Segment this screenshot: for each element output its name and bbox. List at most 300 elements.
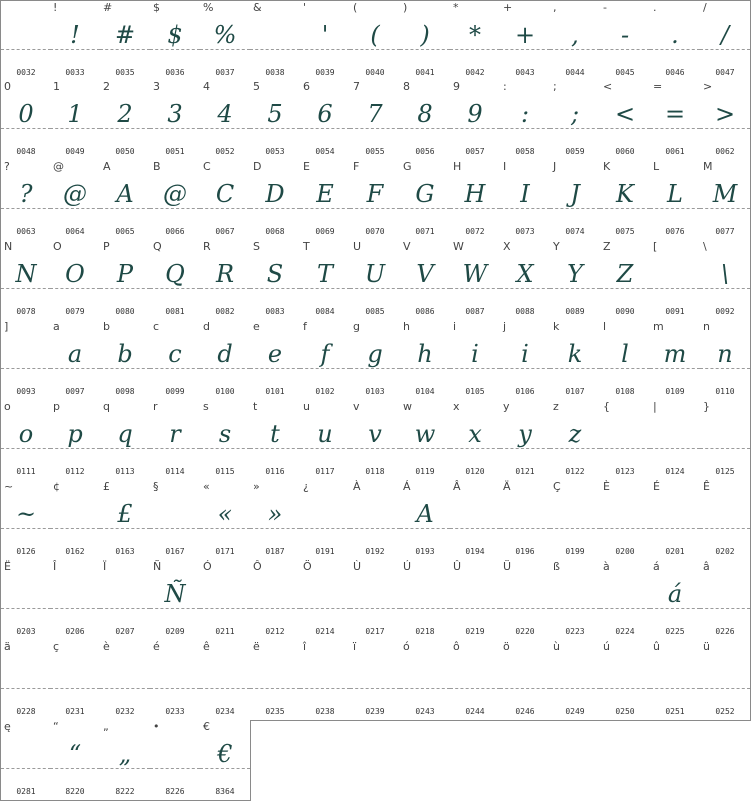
glyph-sample bbox=[600, 417, 650, 451]
glyph-sample: Q bbox=[165, 260, 185, 288]
cell-code: 0044 bbox=[565, 68, 585, 77]
glyph-sample: i bbox=[521, 340, 529, 368]
cell-code: 0214 bbox=[315, 627, 335, 636]
glyph-cell bbox=[50, 720, 101, 801]
glyph-cell bbox=[50, 80, 101, 161]
cell-char-label: î bbox=[303, 640, 307, 653]
cell-code: 0231 bbox=[65, 707, 85, 716]
cell-char-label: | bbox=[653, 400, 657, 413]
glyph-cell bbox=[600, 320, 651, 401]
cell-code: 0102 bbox=[315, 387, 335, 396]
cell-code: 0047 bbox=[715, 68, 735, 77]
cell-char-label: ¢ bbox=[53, 480, 60, 493]
glyph-sample bbox=[50, 577, 100, 611]
glyph-sample bbox=[250, 657, 300, 691]
glyph-sample bbox=[100, 657, 150, 691]
glyph-sample: l bbox=[621, 340, 629, 368]
cell-char-label: 5 bbox=[253, 80, 260, 93]
glyph-cell bbox=[600, 480, 651, 561]
cell-code: 0200 bbox=[615, 547, 635, 556]
cell-code: 0049 bbox=[65, 147, 85, 156]
cell-code: 0076 bbox=[665, 227, 685, 236]
cell-code: 0206 bbox=[65, 627, 85, 636]
cell-char-label: ß bbox=[553, 560, 560, 573]
cell-code: 0071 bbox=[415, 227, 435, 236]
glyph-cell bbox=[100, 560, 151, 641]
glyph-sample: u bbox=[317, 420, 333, 448]
glyph-sample: \ bbox=[720, 260, 730, 288]
glyph-cell bbox=[150, 640, 201, 721]
cell-char-label: c bbox=[153, 320, 160, 333]
glyph-cell bbox=[150, 720, 201, 801]
glyph-sample: 7 bbox=[367, 100, 383, 128]
glyph-cell bbox=[550, 640, 601, 721]
cell-char-label: p bbox=[53, 400, 60, 413]
cell-code: 0223 bbox=[565, 627, 585, 636]
cell-char-label: Ü bbox=[503, 560, 512, 573]
cell-char-label: F bbox=[353, 160, 360, 173]
glyph-cell bbox=[250, 160, 301, 241]
cell-code: 0111 bbox=[16, 467, 36, 476]
glyph-sample: 2 bbox=[117, 100, 133, 128]
glyph-sample: „ bbox=[118, 740, 132, 768]
glyph-cell bbox=[100, 240, 151, 321]
glyph-sample: 3 bbox=[167, 100, 183, 128]
cell-code: 0059 bbox=[565, 147, 585, 156]
cell-code: 0067 bbox=[215, 227, 235, 236]
glyph-sample: € bbox=[217, 740, 233, 768]
glyph-cell bbox=[600, 640, 651, 721]
glyph-sample: a bbox=[67, 340, 83, 368]
cell-code: 0244 bbox=[465, 707, 485, 716]
glyph-sample: - bbox=[620, 21, 630, 49]
cell-code: 0112 bbox=[65, 467, 85, 476]
glyph-cell bbox=[300, 320, 351, 401]
glyph-cell bbox=[400, 400, 451, 481]
cell-code: 0061 bbox=[665, 147, 685, 156]
cell-code: 0191 bbox=[315, 547, 335, 556]
cell-code: 0192 bbox=[365, 547, 385, 556]
glyph-cell bbox=[400, 320, 451, 401]
glyph-sample: n bbox=[717, 340, 733, 368]
cell-char-label: ë bbox=[253, 640, 260, 653]
cell-code: 0054 bbox=[315, 147, 335, 156]
cell-code: 0110 bbox=[715, 387, 735, 396]
glyph-sample bbox=[600, 577, 650, 611]
cell-code: 0087 bbox=[465, 307, 485, 316]
glyph-cell bbox=[200, 400, 251, 481]
glyph-cell bbox=[200, 560, 251, 641]
glyph-sample: . bbox=[671, 21, 679, 49]
glyph-sample: $ bbox=[167, 21, 183, 49]
glyph-sample: 1 bbox=[67, 100, 83, 128]
glyph-cell bbox=[500, 0, 551, 82]
glyph-cell bbox=[400, 640, 451, 721]
glyph-sample: C bbox=[215, 180, 235, 208]
cell-code: 0249 bbox=[565, 707, 585, 716]
cell-code: 0082 bbox=[215, 307, 235, 316]
glyph-cell bbox=[100, 720, 151, 801]
glyph-sample bbox=[650, 257, 700, 291]
cell-char-label: P bbox=[103, 240, 110, 253]
glyph-cell bbox=[50, 160, 101, 241]
glyph-sample: w bbox=[414, 420, 436, 448]
cell-char-label: Q bbox=[153, 240, 162, 253]
glyph-cell bbox=[0, 160, 52, 241]
cell-char-label: g bbox=[353, 320, 360, 333]
glyph-cell bbox=[300, 160, 351, 241]
glyph-sample bbox=[300, 577, 350, 611]
glyph-sample: H bbox=[464, 180, 486, 208]
glyph-sample bbox=[300, 657, 350, 691]
cell-char-label: 0 bbox=[4, 80, 11, 93]
cell-char-label: [ bbox=[653, 240, 658, 253]
cell-code: 0252 bbox=[715, 707, 735, 716]
cell-char-label: } bbox=[703, 400, 710, 413]
cell-char-label: ¿ bbox=[303, 480, 309, 493]
cell-code: 0092 bbox=[715, 307, 735, 316]
cell-char-label: Â bbox=[453, 480, 461, 493]
cell-code: 0060 bbox=[615, 147, 635, 156]
cell-code: 0194 bbox=[465, 547, 485, 556]
glyph-sample: e bbox=[267, 340, 283, 368]
cell-code: 0118 bbox=[365, 467, 385, 476]
cell-char-label: . bbox=[653, 1, 657, 14]
cell-code: 0202 bbox=[715, 547, 735, 556]
cell-char-label: v bbox=[353, 400, 360, 413]
cell-char-label: » bbox=[253, 480, 260, 493]
glyph-cell bbox=[0, 0, 52, 82]
glyph-sample: g bbox=[367, 340, 383, 368]
glyph-sample: p bbox=[67, 420, 83, 448]
cell-code: 8220 bbox=[65, 787, 85, 796]
cell-char-label: Î bbox=[53, 560, 57, 573]
glyph-sample: @ bbox=[163, 180, 187, 208]
glyph-sample: Ñ bbox=[164, 580, 186, 608]
cell-char-label: % bbox=[203, 1, 214, 14]
glyph-sample bbox=[650, 657, 700, 691]
glyph-sample bbox=[150, 657, 200, 691]
cell-char-label: - bbox=[603, 1, 607, 14]
glyph-sample: o bbox=[18, 420, 34, 448]
cell-code: 0072 bbox=[465, 227, 485, 236]
cell-char-label: Ï bbox=[103, 560, 107, 573]
cell-code: 0033 bbox=[65, 68, 85, 77]
cell-char-label: R bbox=[203, 240, 211, 253]
glyph-sample: c bbox=[168, 340, 182, 368]
cell-code: 0235 bbox=[265, 707, 285, 716]
cell-char-label: ï bbox=[353, 640, 357, 653]
glyph-cell bbox=[650, 560, 701, 641]
cell-code: 0224 bbox=[615, 627, 635, 636]
glyph-cell bbox=[400, 480, 451, 561]
cell-code: 0066 bbox=[165, 227, 185, 236]
glyph-cell bbox=[50, 640, 101, 721]
glyph-cell bbox=[50, 0, 101, 82]
cell-code: 0064 bbox=[65, 227, 85, 236]
cell-code: 0103 bbox=[365, 387, 385, 396]
cell-char-label: ê bbox=[203, 640, 210, 653]
glyph-cell bbox=[200, 480, 251, 561]
cell-char-label: ( bbox=[353, 1, 358, 14]
glyph-cell bbox=[0, 480, 52, 561]
cell-code: 0065 bbox=[115, 227, 135, 236]
glyph-sample: b bbox=[117, 340, 133, 368]
glyph-cell bbox=[300, 640, 351, 721]
cell-code: 0104 bbox=[415, 387, 435, 396]
glyph-cell bbox=[50, 560, 101, 641]
cell-char-label: f bbox=[303, 320, 307, 333]
glyph-cell bbox=[250, 240, 301, 321]
cell-code: 0219 bbox=[465, 627, 485, 636]
glyph-cell bbox=[300, 240, 351, 321]
glyph-cell bbox=[250, 80, 301, 161]
glyph-cell bbox=[600, 0, 651, 82]
glyph-cell bbox=[0, 400, 52, 481]
glyph-cell bbox=[650, 240, 701, 321]
glyph-sample bbox=[700, 657, 750, 691]
cell-code: 0058 bbox=[515, 147, 535, 156]
cell-code: 0108 bbox=[615, 387, 635, 396]
glyph-cell bbox=[550, 560, 601, 641]
cell-code: 0099 bbox=[165, 387, 185, 396]
glyph-sample: z bbox=[568, 420, 582, 448]
glyph-cell bbox=[200, 160, 251, 241]
glyph-sample bbox=[450, 577, 500, 611]
glyph-cell bbox=[300, 560, 351, 641]
cell-char-label: 3 bbox=[153, 80, 160, 93]
glyph-sample: 8 bbox=[417, 100, 433, 128]
cell-code: 0097 bbox=[65, 387, 85, 396]
glyph-cell bbox=[550, 480, 601, 561]
cell-code: 0089 bbox=[565, 307, 585, 316]
glyph-cell bbox=[250, 480, 301, 561]
cell-code: 0078 bbox=[16, 307, 36, 316]
glyph-sample: O bbox=[65, 260, 85, 288]
glyph-cell bbox=[650, 320, 701, 401]
glyph-cell bbox=[0, 320, 52, 401]
cell-char-label: l bbox=[603, 320, 607, 333]
cell-char-label: S bbox=[253, 240, 260, 253]
glyph-sample: « bbox=[217, 500, 233, 528]
cell-code: 0045 bbox=[615, 68, 635, 77]
cell-char-label: 4 bbox=[203, 80, 210, 93]
glyph-sample: m bbox=[663, 340, 687, 368]
glyph-sample: / bbox=[720, 21, 730, 49]
glyph-cell bbox=[350, 0, 401, 82]
glyph-sample: < bbox=[614, 100, 636, 128]
glyph-cell bbox=[500, 640, 551, 721]
glyph-sample bbox=[500, 577, 550, 611]
cell-code: 0113 bbox=[115, 467, 135, 476]
glyph-sample bbox=[550, 497, 600, 531]
cell-char-label: ô bbox=[453, 640, 460, 653]
glyph-cell bbox=[350, 240, 401, 321]
cell-char-label: i bbox=[453, 320, 457, 333]
cell-char-label: V bbox=[403, 240, 411, 253]
cell-char-label: M bbox=[703, 160, 713, 173]
glyph-sample bbox=[700, 497, 750, 531]
glyph-cell bbox=[350, 640, 401, 721]
cell-char-label: § bbox=[153, 480, 159, 493]
cell-char-label: ] bbox=[4, 320, 9, 333]
glyph-cell bbox=[600, 240, 651, 321]
glyph-sample bbox=[450, 657, 500, 691]
glyph-cell bbox=[100, 320, 151, 401]
cell-char-label: Ñ bbox=[153, 560, 162, 573]
glyph-cell bbox=[0, 640, 52, 721]
glyph-cell bbox=[700, 160, 751, 241]
cell-code: 0163 bbox=[115, 547, 135, 556]
cell-char-label: t bbox=[253, 400, 258, 413]
cell-code: 0083 bbox=[265, 307, 285, 316]
glyph-sample: ~ bbox=[15, 500, 37, 528]
glyph-cell bbox=[450, 240, 501, 321]
cell-code: 0119 bbox=[415, 467, 435, 476]
cell-code: 0117 bbox=[315, 467, 335, 476]
glyph-sample bbox=[550, 577, 600, 611]
glyph-sample bbox=[1, 657, 51, 691]
cell-code: 0115 bbox=[215, 467, 235, 476]
glyph-cell bbox=[650, 640, 701, 721]
glyph-sample: d bbox=[217, 340, 233, 368]
glyph-sample: A bbox=[416, 500, 434, 528]
glyph-cell bbox=[200, 320, 251, 401]
cell-code: 0051 bbox=[165, 147, 185, 156]
glyph-sample bbox=[350, 657, 400, 691]
glyph-cell bbox=[0, 240, 52, 321]
glyph-cell bbox=[600, 400, 651, 481]
glyph-cell bbox=[700, 640, 751, 721]
cell-char-label: 1 bbox=[53, 80, 60, 93]
glyph-cell bbox=[400, 240, 451, 321]
glyph-cell bbox=[50, 480, 101, 561]
glyph-sample: Z bbox=[616, 260, 634, 288]
cell-code: 0081 bbox=[165, 307, 185, 316]
glyph-cell bbox=[450, 560, 501, 641]
cell-char-label: < bbox=[603, 80, 613, 93]
glyph-sample: v bbox=[368, 420, 382, 448]
cell-code: 0220 bbox=[515, 627, 535, 636]
cell-char-label: Ê bbox=[703, 480, 710, 493]
cell-char-label: ? bbox=[4, 160, 10, 173]
glyph-sample bbox=[500, 657, 550, 691]
cell-char-label: * bbox=[453, 1, 459, 14]
glyph-cell bbox=[450, 400, 501, 481]
glyph-sample: F bbox=[366, 180, 384, 208]
cell-code: 0038 bbox=[265, 68, 285, 77]
cell-code: 0246 bbox=[515, 707, 535, 716]
cell-char-label: > bbox=[703, 80, 713, 93]
glyph-sample: x bbox=[468, 420, 482, 448]
cell-code: 8226 bbox=[165, 787, 185, 796]
cell-char-label: u bbox=[303, 400, 310, 413]
cell-char-label: O bbox=[53, 240, 62, 253]
cell-char-label: o bbox=[4, 400, 11, 413]
glyph-cell bbox=[550, 0, 601, 82]
cell-code: 0109 bbox=[665, 387, 685, 396]
glyph-cell bbox=[250, 560, 301, 641]
cell-char-label: ) bbox=[403, 1, 408, 14]
cell-char-label: Ú bbox=[403, 560, 412, 573]
glyph-cell bbox=[450, 80, 501, 161]
glyph-cell bbox=[400, 560, 451, 641]
cell-char-label: d bbox=[203, 320, 210, 333]
glyph-sample: L bbox=[667, 180, 683, 208]
cell-code: 0042 bbox=[465, 68, 485, 77]
cell-code: 0234 bbox=[215, 707, 235, 716]
glyph-sample: G bbox=[415, 180, 435, 208]
cell-char-label: Ù bbox=[353, 560, 362, 573]
glyph-cell bbox=[550, 80, 601, 161]
glyph-sample: y bbox=[518, 420, 532, 448]
glyph-cell bbox=[100, 0, 151, 82]
cell-code: 0036 bbox=[165, 68, 185, 77]
glyph-sample: D bbox=[265, 180, 285, 208]
glyph-cell bbox=[650, 80, 701, 161]
cell-char-label: à bbox=[603, 560, 610, 573]
glyph-cell bbox=[100, 400, 151, 481]
cell-char-label: ; bbox=[553, 80, 557, 93]
glyph-sample bbox=[50, 497, 100, 531]
cell-code: 0201 bbox=[665, 547, 685, 556]
cell-code: 0052 bbox=[215, 147, 235, 156]
cell-code: 0050 bbox=[115, 147, 135, 156]
glyph-sample bbox=[700, 577, 750, 611]
cell-char-label: Ö bbox=[303, 560, 312, 573]
cell-char-label: 8 bbox=[403, 80, 410, 93]
glyph-sample: 4 bbox=[217, 100, 233, 128]
cell-char-label: á bbox=[653, 560, 660, 573]
cell-char-label: Ó bbox=[203, 560, 212, 573]
glyph-sample bbox=[400, 657, 450, 691]
cell-code: 0077 bbox=[715, 227, 735, 236]
glyph-cell bbox=[50, 400, 101, 481]
cell-char-label: & bbox=[253, 1, 262, 14]
cell-code: 0251 bbox=[665, 707, 685, 716]
glyph-sample bbox=[450, 497, 500, 531]
glyph-sample: > bbox=[714, 100, 736, 128]
cell-char-label: @ bbox=[53, 160, 64, 173]
cell-char-label: r bbox=[153, 400, 158, 413]
glyph-sample: A bbox=[116, 180, 134, 208]
cell-code: 0093 bbox=[16, 387, 36, 396]
cell-char-label: U bbox=[353, 240, 362, 253]
glyph-cell bbox=[300, 0, 351, 82]
cell-code: 0238 bbox=[315, 707, 335, 716]
glyph-cell bbox=[700, 240, 751, 321]
glyph-cell bbox=[400, 160, 451, 241]
glyph-sample bbox=[250, 18, 300, 52]
glyph-sample: ; bbox=[570, 100, 580, 128]
glyph-cell bbox=[500, 320, 551, 401]
glyph-cell bbox=[600, 80, 651, 161]
cell-code: 0070 bbox=[365, 227, 385, 236]
cell-char-label: 6 bbox=[303, 80, 310, 93]
cell-code: 0053 bbox=[265, 147, 285, 156]
glyph-sample bbox=[200, 577, 250, 611]
cell-char-label: ö bbox=[503, 640, 510, 653]
glyph-sample: @ bbox=[63, 180, 87, 208]
cell-char-label: # bbox=[103, 1, 113, 14]
glyph-sample: I bbox=[520, 180, 530, 208]
cell-code: 0212 bbox=[265, 627, 285, 636]
glyph-cell bbox=[150, 240, 201, 321]
cell-char-label: I bbox=[503, 160, 507, 173]
glyph-sample bbox=[600, 657, 650, 691]
cell-code: 0218 bbox=[415, 627, 435, 636]
cell-char-label: « bbox=[203, 480, 210, 493]
